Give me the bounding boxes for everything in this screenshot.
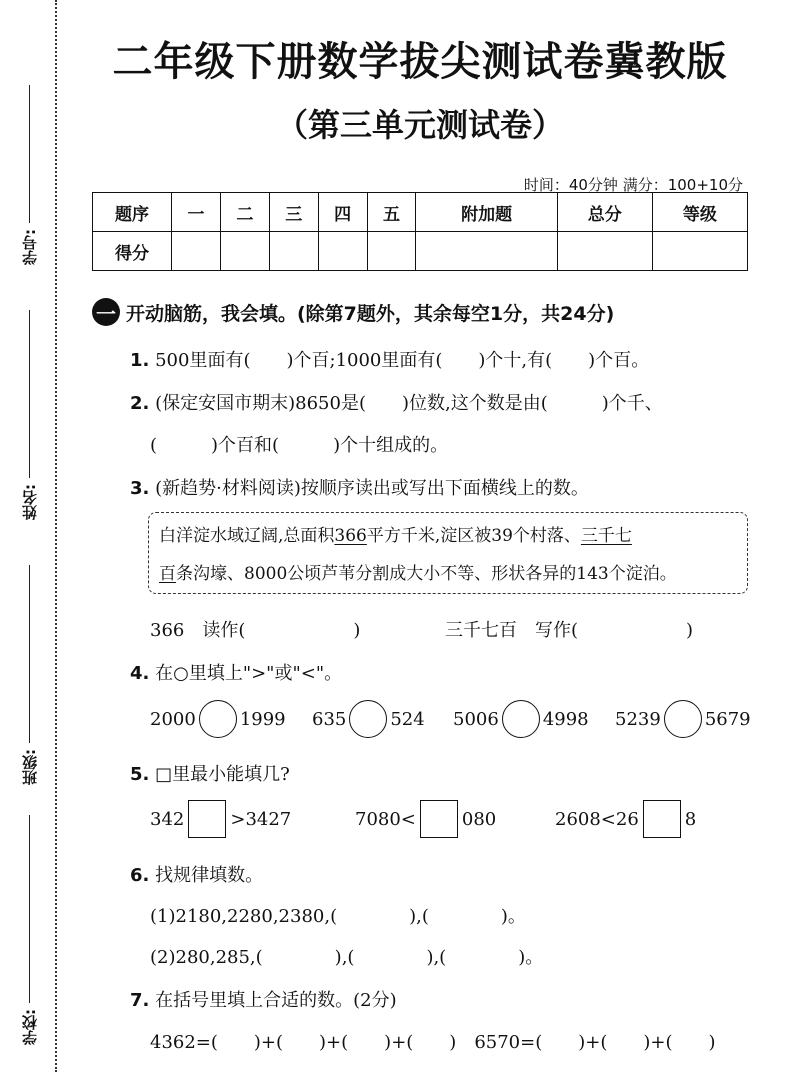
question-text: (保定安国市期末)8650是( )位数,这个数是由( )个千、 [155,393,663,414]
answer-box[interactable] [643,800,681,838]
answer-box[interactable] [420,800,458,838]
question-7-line-1: 4362=( )+( )+( )+( ) 6570=( )+( )+( ) [150,1032,716,1053]
score-cell[interactable] [557,232,652,271]
time-score-info: 时间：40分钟 满分：100+10分 [523,176,743,194]
class-label: 班级: [20,749,39,785]
compare-circle[interactable] [349,700,387,738]
col-header: 总分 [557,193,652,232]
section-number-badge: 一 [92,298,120,326]
question-5 [130,760,290,786]
compare-right: 4998 [542,708,589,730]
score-cell[interactable] [172,232,221,271]
score-table-header-row [93,193,748,232]
compare-right: 524 [390,708,425,730]
name-label: 姓名: [20,484,39,520]
passage-text: 条沟壕、8000公顷芦苇分割成大小不等、形状各异的143个淀泊。 [176,564,677,584]
col-header: 附加题 [416,193,557,232]
compare-item [615,700,751,738]
section-heading [92,298,614,326]
compare-circle[interactable] [199,700,237,738]
name-field[interactable] [14,310,44,520]
score-cell[interactable] [416,232,557,271]
question-text: 500里面有( )个百;1000里面有( )个十,有( )个百。 [155,350,650,371]
passage-text: 白洋淀水域辽阔,总面积 [159,526,335,546]
compare-circle[interactable] [502,700,540,738]
question-6-line-1: (1)2180,2280,2380,( ),( )。 [150,906,526,927]
question-number: 1. [130,350,150,371]
school-label: 学校: [20,1009,39,1045]
question-3 [130,474,589,500]
fill-right: 8 [684,808,697,830]
score-cell[interactable] [367,232,416,271]
compare-circle[interactable] [664,700,702,738]
class-field[interactable] [14,565,44,785]
question-7 [130,986,397,1012]
school-field[interactable] [14,815,44,1045]
compare-item [312,700,425,738]
compare-left: 2000 [150,708,196,730]
question-number: 5. [130,764,150,785]
question-6 [130,861,263,887]
passage-line-1 [159,517,737,555]
question-4 [130,659,342,685]
question-text: 找规律填数。 [155,865,264,886]
fill-left: 2608<26 [555,808,639,830]
score-table-score-row [93,232,748,271]
fill-left: 7080< [355,808,416,830]
reading-passage-box [148,512,748,594]
compare-left: 635 [312,708,347,730]
col-header: 四 [318,193,367,232]
underlined-number: 三千七 [580,526,632,546]
question-number: 7. [130,990,150,1011]
question-number: 3. [130,478,150,499]
score-cell[interactable] [269,232,318,271]
compare-item [150,700,286,738]
score-table [92,192,748,271]
blank-line [29,310,30,478]
question-2-continued: ( )个百和( )个十组成的。 [150,435,449,456]
blank-line [29,815,30,1003]
binding-dotted-line [55,0,57,1072]
student-number-label: 学号: [20,229,39,265]
question-2 [130,389,663,415]
col-header: 题序 [93,193,172,232]
question-3-answer-a: 366 读作( ) [150,620,361,641]
underlined-number: 366 [334,526,367,546]
question-number: 2. [130,393,150,414]
col-header: 一 [172,193,221,232]
question-6-line-2: (2)280,285,( ),( ),( )。 [150,947,544,968]
page-subtitle: （第三单元测试卷） [275,106,564,144]
col-header: 三 [269,193,318,232]
fill-right: >3427 [230,808,292,830]
row-label: 得分 [93,232,172,271]
student-number-field[interactable] [14,85,44,265]
fill-item [555,800,696,838]
question-text: 在○里填上">"或"<"。 [155,663,343,684]
fill-right: 080 [461,808,497,830]
question-3-answer-b: 三千七百 写作( ) [445,620,694,641]
page-title: 二年级下册数学拔尖测试卷冀教版 [112,39,728,85]
compare-right: 1999 [239,708,286,730]
section-title: 开动脑筋，我会填。(除第7题外，其余每空1分，共24分) [126,302,615,325]
question-1 [130,346,649,372]
compare-right: 5679 [704,708,751,730]
blank-line [29,85,30,223]
compare-item [453,700,589,738]
col-header: 二 [220,193,269,232]
col-header: 五 [367,193,416,232]
fill-left: 342 [150,808,185,830]
question-number: 4. [130,663,150,684]
blank-line [29,565,30,743]
underlined-number: 百 [159,564,176,584]
question-text: □里最小能填几? [155,764,290,785]
passage-text: 平方千米,淀区被39个村落、 [366,526,581,546]
col-header: 等级 [652,193,747,232]
question-text: 在括号里填上合适的数。(2分) [155,990,397,1011]
compare-left: 5006 [453,708,499,730]
score-cell[interactable] [318,232,367,271]
question-text: (新趋势·材料阅读)按顺序读出或写出下面横线上的数。 [155,478,589,499]
score-cell[interactable] [652,232,747,271]
question-number: 6. [130,865,150,886]
answer-box[interactable] [188,800,226,838]
passage-line-2 [159,555,737,593]
fill-item [150,800,291,838]
fill-item [355,800,496,838]
score-cell[interactable] [220,232,269,271]
compare-left: 5239 [615,708,661,730]
